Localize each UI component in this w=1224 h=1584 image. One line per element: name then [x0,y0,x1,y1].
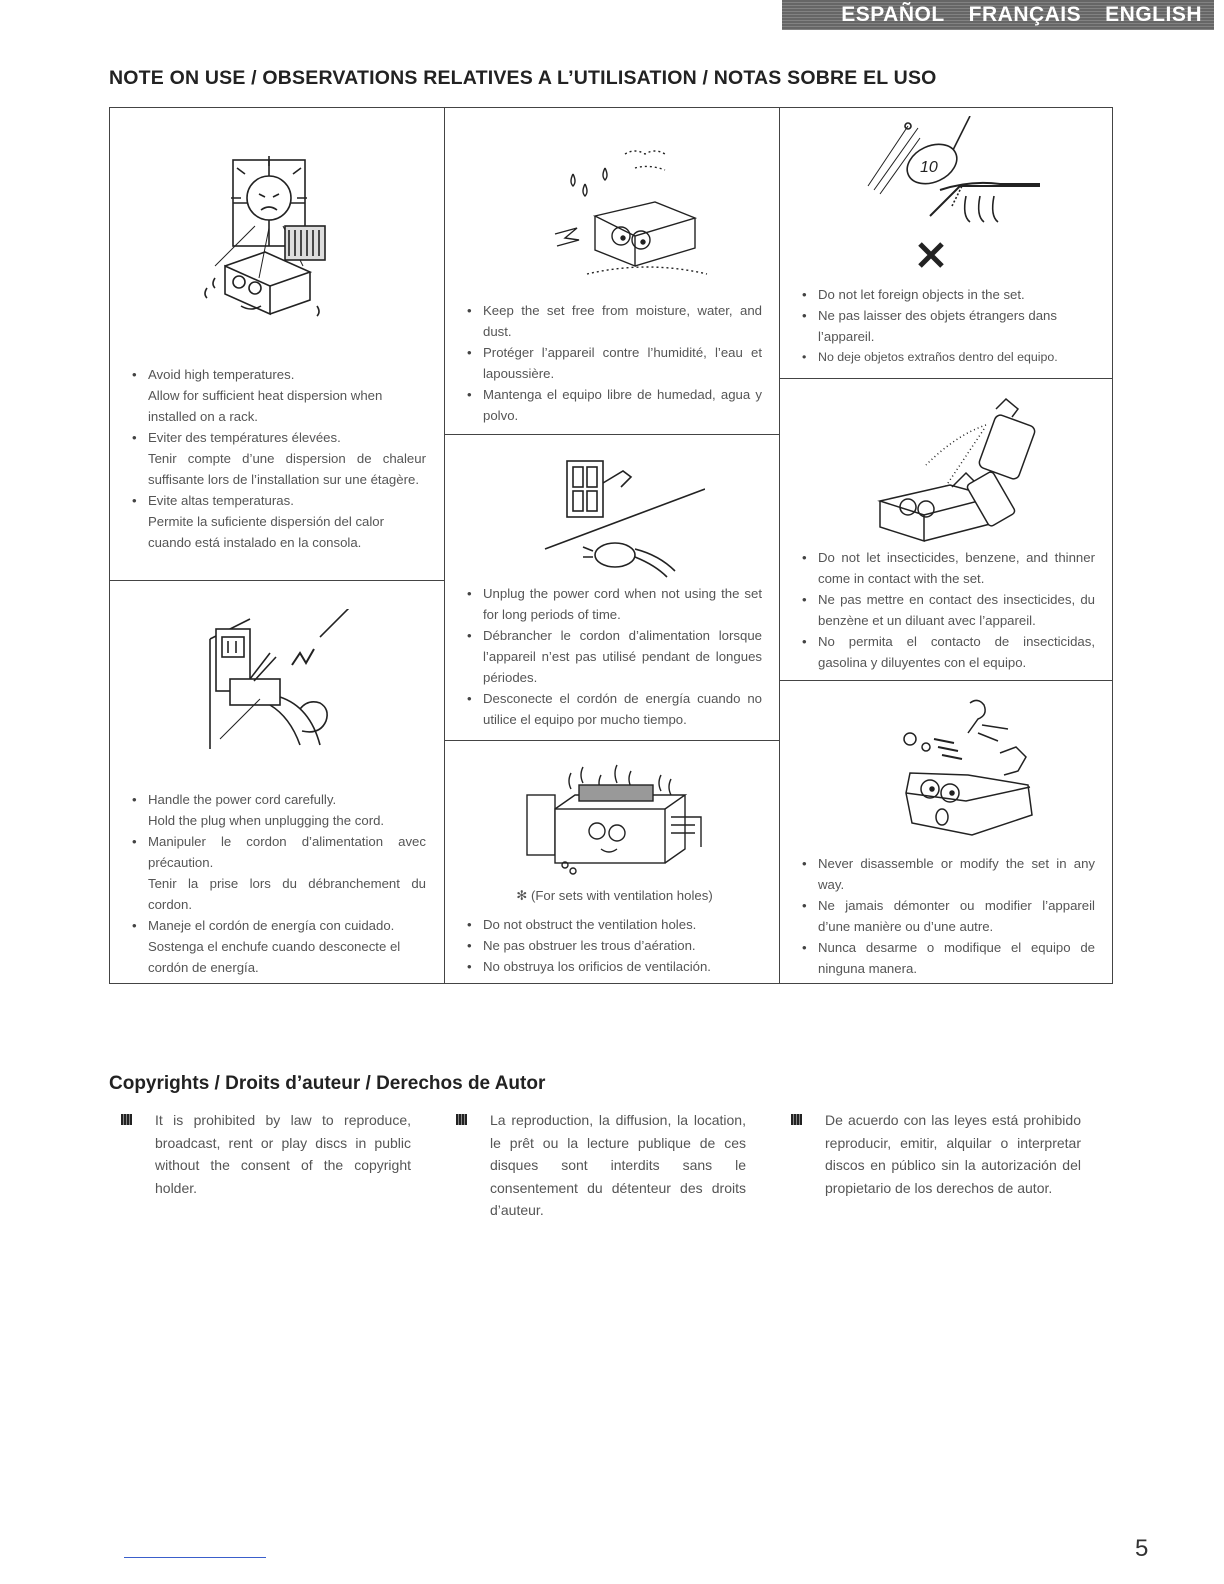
note-line: • No permita el contacto de insecticidas, gasolina y diluyentes con el equipo. [802,631,1095,673]
square-bullet-icon [456,1114,467,1125]
note-cell-cord [110,580,444,985]
note-text-ventilation [467,885,762,977]
note-line: • Never disassemble or modify the set in any way. [802,853,1095,895]
note-cell-disassemble [780,680,1113,985]
note-line: • No deje objetos extraños dentro del equipo. [802,347,1095,368]
copyright-english [121,1109,411,1199]
footer-rule [124,1557,266,1558]
covered-vents-illustration [521,755,705,877]
ventilation-note: ✻ (For sets with ventilation holes) [516,888,713,903]
notes-column-2 [444,108,780,983]
note-line: • Do not let insecticides, benzene, and thinner come in contact with the set. [802,547,1095,589]
insecticide-spray-illustration [856,395,1046,545]
moisture-dust-illustration [525,124,715,286]
note-line: • Débrancher le cordon d’alimentation lorsque l’appareil n’est pas utilisé pendant de longues périodes. [467,625,762,688]
note-line: • Avoid high temperatures. [132,364,426,385]
square-bullet-icon [791,1114,802,1125]
note-line: Sostenga el enchufe cuando desconecte el cordón de energía. [148,939,401,975]
notes-column-1 [110,108,444,983]
note-line: • Ne pas mettre en contact des insecticides, du benzène et un diluant avec l’appareil. [802,589,1095,631]
page-title: NOTE ON USE / OBSERVATIONS RELATIVES A L’UTILISATION / NOTAS SOBRE EL USO [109,67,937,89]
note-line: • Desconecte el cordón de energía cuando no utilice el equipo por mucho tiempo. [467,688,762,730]
note-cell-insecticide [780,378,1113,680]
page-number: 5 [1135,1535,1149,1562]
note-text-moisture [467,300,762,426]
copyright-french [456,1109,746,1222]
foreign-objects-illustration [850,116,1050,276]
notes-grid [109,107,1113,984]
note-cell-heat [110,108,444,580]
note-line: • Maneje el cordón de energía con cuidado. [132,915,426,936]
square-bullet-icon [121,1114,132,1125]
note-text-foreign [802,284,1095,368]
note-line: • Evite altas temperaturas. [132,490,426,511]
note-line: • No obstruya los orificios de ventilación. [467,956,762,977]
copyright-spanish [791,1109,1081,1199]
copyright-text: It is prohibited by law to reproduce, broadcast, rent or play discs in public without the consent of the copyright holder. [155,1112,411,1196]
note-line: • Manipuler le cordon d’alimentation avec précaution. [132,831,426,873]
note-line: • Keep the set free from moisture, water, and dust. [467,300,762,342]
note-line: • Eviter des températures élevées. [132,427,426,448]
hot-sun-illustration [185,146,335,328]
notes-column-3 [779,108,1113,983]
copyright-text: La reproduction, la diffusion, la location, le prêt ou la lecture publique de ces disques sont interdits sans le consentement du détenteur des droits d’auteur. [490,1112,746,1218]
note-text-heat [132,364,426,553]
note-text-cord [132,789,426,978]
language-tab-espanol[interactable]: ESPAÑOL [841,3,945,26]
note-line: • Handle the power cord carefully. [132,789,426,810]
note-cell-moisture [445,108,780,434]
note-text-disassemble [802,853,1095,979]
coin-label: 10 [920,159,938,176]
power-plug-illustration [200,609,360,759]
note-cell-foreign [780,108,1113,378]
note-cell-ventilation [445,740,780,985]
language-tab-english[interactable]: ENGLISH [1105,3,1202,26]
note-line: Tenir la prise lors du débranchement du cordon. [148,876,426,912]
note-line: • Unplug the power cord when not using the set for long periods of time. [467,583,762,625]
note-line: • Ne jamais démonter ou modifier l’appareil d’une manière ou d’une autre. [802,895,1095,937]
unplugged-cord-illustration [535,453,705,581]
note-cell-unplug [445,434,780,740]
language-tab-francais[interactable]: FRANÇAIS [968,3,1082,26]
note-line: • Ne pas obstruer les trous d’aération. [467,935,762,956]
note-line: Permite la suficiente dispersión del calor cuando está instalado en la consola. [148,514,385,550]
note-line: Tenir compte d’une dispersion de chaleur suffisante lors de l’installation sur une étagère. [148,451,426,487]
note-line: Hold the plug when unplugging the cord. [148,813,385,828]
note-line: • Ne pas laisser des objets étrangers dans l’appareil. [802,305,1095,347]
language-tabs-bar [782,0,1214,30]
note-text-unplug [467,583,762,730]
note-line: • Do not obstruct the ventilation holes. [467,914,762,935]
copyright-text: De acuerdo con las leyes está prohibido reproducir, emitir, alquilar o interpretar discos en público sin la autorización del propietario de los derechos de autor. [825,1112,1081,1196]
note-line: Allow for sufficient heat dispersion when installed on a rack. [148,388,383,424]
note-line: • Protéger l’appareil contre l’humidité, l’eau et lapoussière. [467,342,762,384]
copyright-title: Copyrights / Droits d’auteur / Derechos de Autor [109,1073,546,1094]
disassemble-warning-illustration [870,693,1040,843]
note-line: • Do not let foreign objects in the set. [802,284,1095,305]
note-text-insecticide [802,547,1095,673]
note-line: • Nunca desarme o modifique el equipo de ninguna manera. [802,937,1095,979]
note-line: • Mantenga el equipo libre de humedad, agua y polvo. [467,384,762,426]
